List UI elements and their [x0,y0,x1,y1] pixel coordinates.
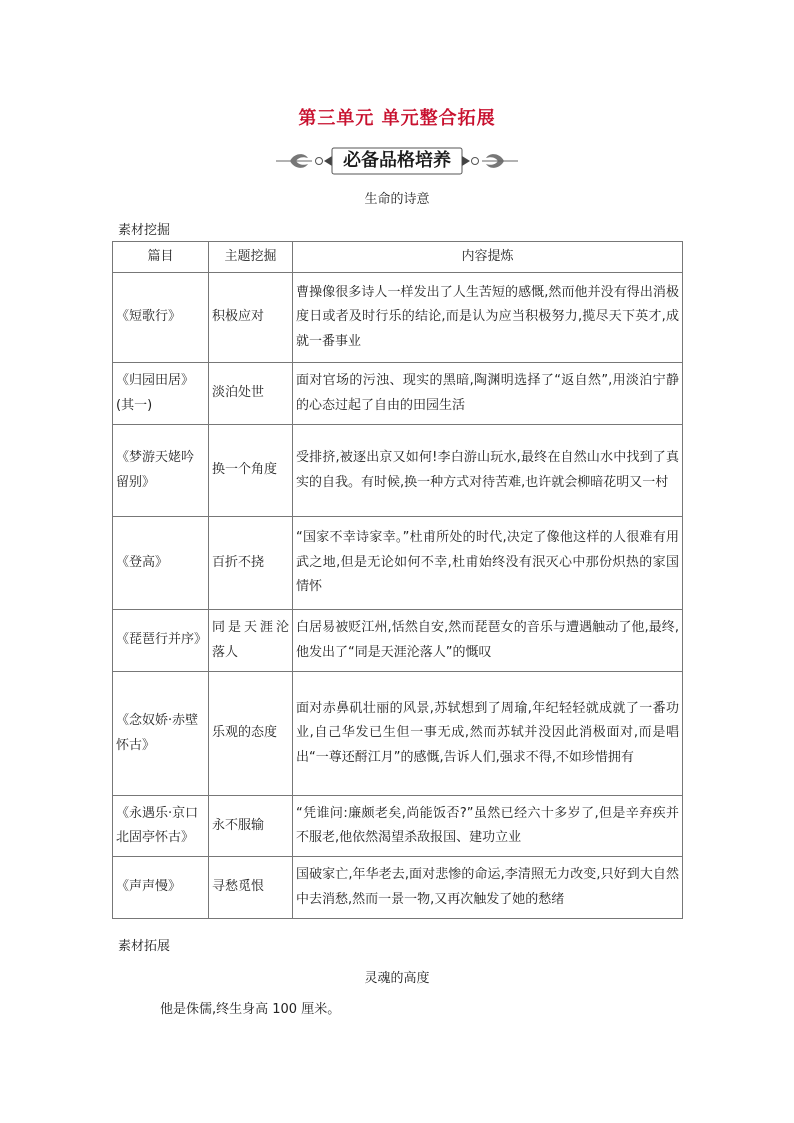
theme-cell: 寻愁觅恨 [209,857,293,919]
content-cell: 白居易被贬江州,恬然自安,然而琵琶女的音乐与遭遇触动了他,最终,他发出了“同是天涯沦落人”的慨叹 [293,610,683,672]
theme-cell: 永不服输 [209,796,293,857]
content-cell: 面对官场的污浊、现实的黑暗,陶渊明选择了“返自然”,用淡泊宁静的心态过起了自由的田园生活 [293,363,683,425]
subtitle: 生命的诗意 [364,192,430,207]
theme-cell: 百折不挠 [209,517,293,610]
header-cell: 主题挖掘 [209,242,293,273]
table-row [113,363,683,425]
work-title-cell: 《声声慢》 [113,857,209,919]
theme-cell: 积极应对 [209,273,293,363]
table-row [113,610,683,672]
table-row [113,672,683,796]
work-title-cell: 《短歌行》 [113,273,209,363]
work-title-cell: 《永遇乐·京口北固亭怀古》 [113,796,209,857]
content-cell: 受排挤,被逐出京又如何!李白游山玩水,最终在自然山水中找到了真实的自我。有时候,换一种方式对待苦难,也许就会柳暗花明又一村 [293,425,683,517]
work-title-cell: 《登高》 [113,517,209,610]
page-title: 第三单元 单元整合拓展 [298,108,496,129]
header-cell: 内容提炼 [293,242,683,273]
table-row [113,425,683,517]
section-banner-title: 必备品格培养 [343,150,451,171]
content-cell: “凭谁问:廉颇老矣,尚能饭否?”虽然已经六十多岁了,但是辛弃疾并不服老,他依然渴望杀敌报国、建功立业 [293,796,683,857]
theme-cell: 淡泊处世 [209,363,293,425]
essay-paragraph: 他是侏儒,终生身高 100 厘米。 [160,1002,341,1017]
table-row [113,273,683,363]
materials-table [112,241,683,919]
theme-cell: 同是天涯沦落人 [209,610,293,672]
table-row [113,857,683,919]
theme-cell: 换一个角度 [209,425,293,517]
table-row [113,796,683,857]
table-row [113,517,683,610]
content-cell: “国家不幸诗家幸。”杜甫所处的时代,决定了像他这样的人很难有用武之地,但是无论如何不幸,杜甫始终没有泯灭心中那份炽热的家国情怀 [293,517,683,610]
work-title-cell: 《归园田居》(其一) [113,363,209,425]
table-header-row [113,242,683,273]
section-label-materials: 素材挖掘 [118,223,171,238]
work-title-cell: 《梦游天姥吟留别》 [113,425,209,517]
essay-title: 灵魂的高度 [364,971,430,986]
content-cell: 国破家亡,年华老去,面对悲惨的命运,李清照无力改变,只好到大自然中去消愁,然而一景一物,又再次触发了她的愁绪 [293,857,683,919]
content-cell: 面对赤鼻矶壮丽的风景,苏轼想到了周瑜,年纪轻轻就成就了一番功业,自己华发已生但一事无成,然而苏轼并没因此消极面对,而是唱出“一尊还酹江月”的感慨,告诉人们,强求不得,不如珍惜拥有 [293,672,683,796]
content-cell: 曹操像很多诗人一样发出了人生苦短的感慨,然而他并没有得出消极度日或者及时行乐的结论,而是认为应当积极努力,揽尽天下英才,成就一番事业 [293,273,683,363]
header-cell: 篇目 [113,242,209,273]
work-title-cell: 《琵琶行并序》 [113,610,209,672]
work-title-cell: 《念奴娇·赤壁怀古》 [113,672,209,796]
theme-cell: 乐观的态度 [209,672,293,796]
section-label-extension: 素材拓展 [118,939,171,954]
